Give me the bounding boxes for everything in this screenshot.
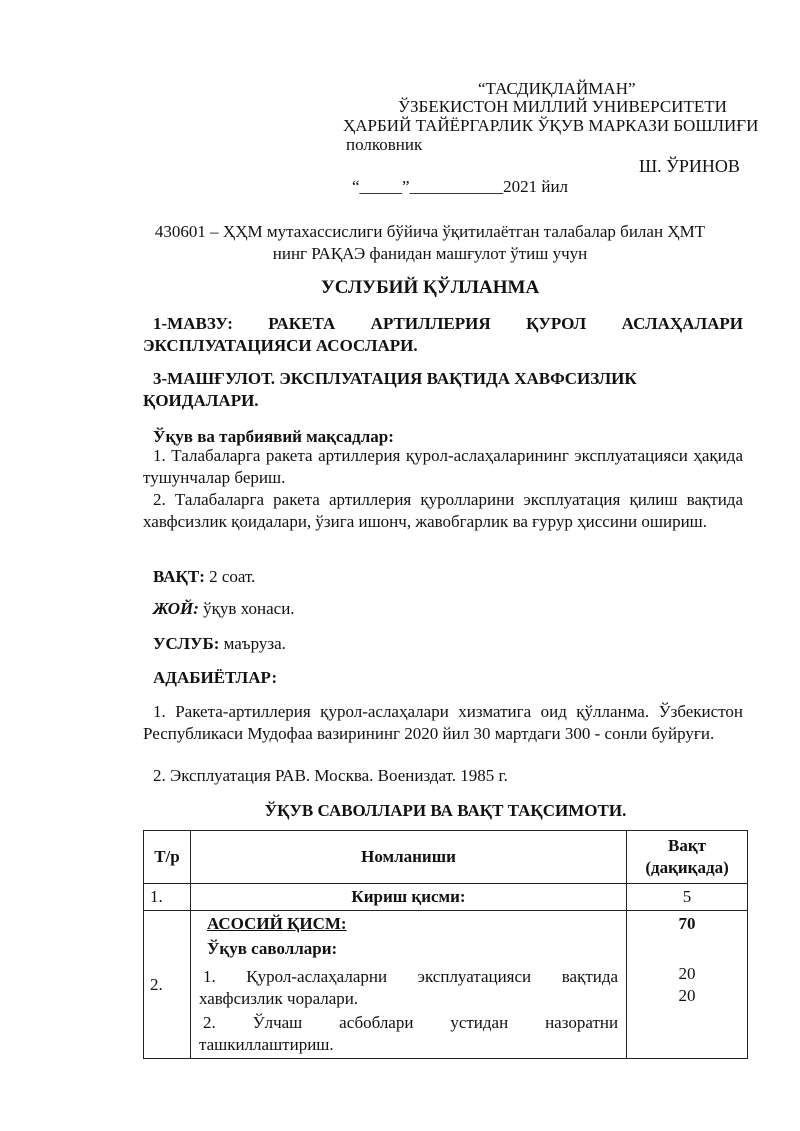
goal-item-2: 2. Талабаларга ракета артиллерия қуролларини эксплуатация қилиш вақтида хавфсизлик қоидалари, ўзига ишонч, жавобгарлик ва ғурур ҳиссини ошириш. bbox=[143, 490, 743, 531]
table-row bbox=[144, 884, 748, 911]
row-2-times bbox=[627, 911, 748, 1059]
question-2: 2. Ўлчаш асбоблари устидан назоратни ташкиллаштириш. bbox=[198, 1013, 619, 1054]
table-header-row bbox=[144, 831, 748, 884]
goals-heading: Ўқув ва тарбиявий мақсадлар: bbox=[153, 427, 394, 446]
approval-position: ҲАРБИЙ ТАЙЁРГАРЛИК ЎҚУВ МАРКАЗИ БОШЛИҒИ bbox=[343, 116, 759, 135]
questions-subheading: Ўқув саволлари: bbox=[206, 939, 338, 958]
row-1-name: Кириш қисми: bbox=[190, 884, 626, 911]
goal-item-1: 1. Талабаларга ракета артиллерия қурол-аслаҳаларининг эксплуатацияси ҳақида тушунчалар бериш. bbox=[143, 446, 743, 487]
header-time-line-1: Вақт bbox=[668, 836, 707, 855]
approval-signer-name: Ш. ЎРИНОВ bbox=[639, 156, 740, 176]
main-time-total: 70 bbox=[678, 914, 696, 933]
document-title: УСЛУБИЙ ҚЎЛЛАНМА bbox=[320, 277, 540, 298]
header-name: Номланиши bbox=[190, 831, 626, 884]
approval-university: ЎЗБЕКИСТОН МИЛЛИЙ УНИВЕРСИТЕТИ bbox=[398, 97, 727, 116]
place-value: ўқув хонаси. bbox=[198, 599, 295, 618]
header-number: Т/р bbox=[144, 831, 191, 884]
main-section-heading: АСОСИЙ ҚИСМ: bbox=[206, 914, 347, 933]
literature-heading: АДАБИЁТЛАР: bbox=[153, 668, 278, 687]
time-label: ВАҚТ: bbox=[153, 567, 205, 586]
row-1-time: 5 bbox=[627, 884, 748, 911]
intro-line-1: 430601 – ҲҲМ мутахассислиги бўйича ўқитилаётган талабалар билан ҲМТ bbox=[154, 222, 706, 241]
place-line bbox=[153, 598, 295, 620]
approval-stamp-title: “ТАСДИҚЛАЙМАН” bbox=[478, 79, 636, 98]
row-2-content bbox=[190, 911, 626, 1059]
table-row bbox=[144, 911, 748, 1059]
schedule-title: ЎҚУВ САВОЛЛАРИ ВА ВАҚТ ТАҚСИМОТИ. bbox=[264, 801, 627, 820]
time-value: 2 соат. bbox=[204, 567, 256, 586]
literature-item-1: 1. Ракета-артиллерия қурол-аслаҳалари хизматига оид қўлланма. Ўзбекистон Республикаси Мудофаа вазирининг 2020 йил 30 мартдаги 300 - сонли буйруғи. bbox=[143, 702, 743, 743]
lesson-heading: 3-МАШҒУЛОТ. ЭКСПЛУАТАЦИЯ ВАҚТИДА ХАВФСИЗЛИК ҚОИДАЛАРИ. bbox=[143, 369, 637, 410]
time-line bbox=[153, 566, 255, 588]
schedule-table bbox=[143, 830, 748, 1059]
topic-heading: 1-МАВЗУ: РАКЕТА АРТИЛЛЕРИЯ ҚУРОЛ АСЛАҲАЛАРИ ЭКСПЛУАТАЦИЯСИ АСОСЛАРИ. bbox=[143, 314, 743, 355]
approval-rank: полковник bbox=[346, 135, 423, 154]
place-label: ЖОЙ: bbox=[153, 599, 199, 618]
question-1: 1. Қурол-аслаҳаларни эксплуатацияси вақтида хавфсизлик чоралари. bbox=[198, 967, 619, 1008]
question-1-time: 20 bbox=[678, 964, 696, 983]
method-label: УСЛУБ: bbox=[153, 634, 220, 653]
intro-line-2: нинг РАҚАЭ фанидан машғулот ўтиш учун bbox=[272, 244, 588, 263]
method-value: маъруза. bbox=[219, 634, 286, 653]
row-2-number: 2. bbox=[144, 911, 191, 1059]
header-time-line-2: (дақиқада) bbox=[645, 858, 729, 877]
question-2-time: 20 bbox=[678, 986, 696, 1005]
method-line bbox=[153, 633, 286, 655]
header-time bbox=[627, 831, 748, 884]
approval-date: “_____”___________2021 йил bbox=[352, 177, 569, 196]
literature-item-2: 2. Эксплуатация РАВ. Москва. Воениздат. 1985 г. bbox=[153, 766, 508, 785]
row-1-number: 1. bbox=[144, 884, 191, 911]
